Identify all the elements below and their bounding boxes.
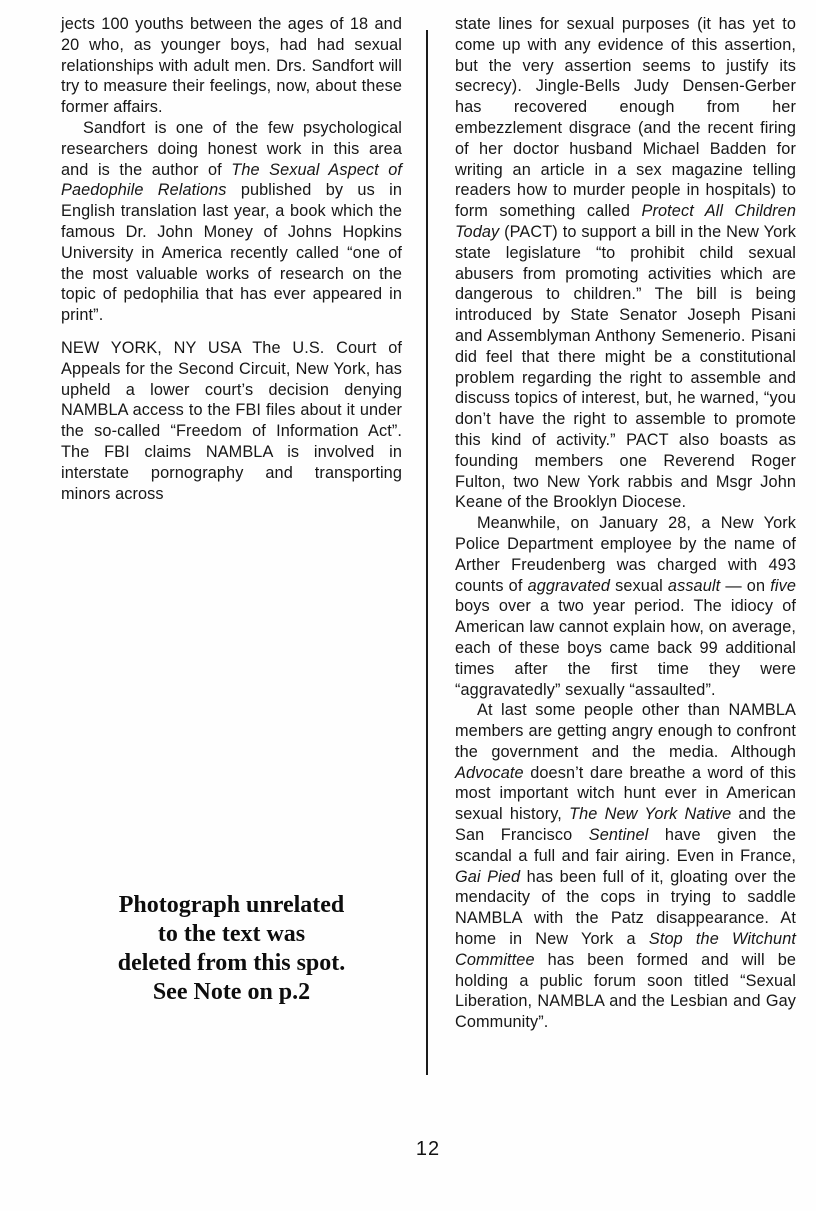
text-segment: — on [720, 576, 771, 595]
left-column [61, 14, 402, 504]
text-segment: state lines for sexual purposes (it has yet to come up with any evidence of this assertion, but the very assertion seems to justify its secrecy). Jingle-Bells Judy Densen-Gerber has recovered enough from her embezzlement disgrace (and the recent firing of her doctor husband Michael Badden for writing an article in a sex magazine telling readers how to murder people in hospitals) to form something called [455, 15, 796, 221]
text-segment: aggravated [527, 576, 611, 595]
text-segment: has been full of it, gloating over the mendacity of the cops in trying to saddle NAMBLA with the Patz disappearance. At home in New York a [455, 867, 797, 949]
text-segment: The Sexual Aspect of Paedophile Relations [61, 160, 403, 200]
text-segment: has been formed and will be holding a public forum soon titled “Sexual Liberation, NAMBLA and the Lesbian and Gay Community”. [455, 950, 796, 1032]
text-segment: At last some people other than NAMBLA members are getting angry enough to confront the government and the media. Although [455, 701, 796, 761]
paragraph [455, 14, 796, 513]
right-column [455, 14, 796, 1033]
paragraph [455, 700, 796, 1033]
text-segment: The New York Native [569, 805, 732, 824]
notice-line: Photograph unrelated [118, 892, 345, 918]
column-divider [426, 30, 428, 1075]
photo-deletion-notice [61, 891, 402, 1007]
text-segment: published by us in English translation last year, a book which the famous Dr. John Money of Johns Hopkins University in America recently called “one of the most valuable works of research on the topic of pedophilia that has ever appeared in print”. [61, 181, 402, 325]
text-segment: Sandfort is one of the few psychological researchers doing honest work in this area and is the author of [61, 118, 402, 179]
page-number: 12 [415, 1138, 441, 1160]
paragraph [61, 118, 402, 326]
text-segment: sexual [610, 576, 668, 595]
text-segment: Advocate [455, 763, 524, 782]
text-segment: Stop the Witchunt Committee [455, 930, 796, 969]
text-segment: and the San Francisco [455, 805, 796, 845]
text-segment: (PACT) to support a bill in the New York state legislature “to prohibit child sexual abusers from promoting activities which are dangerous to children.” The bill is being introduced by State Senator Joseph Pisani and Assemblyman Anthony Semenerio. Pisani did feel that there might be a constitutional problem regarding the right to assemble and discuss topics of interest, but, he warned, “you don’t have the right to assemble to promote this kind of activity.” PACT also boasts as founding members one Reverend Roger Fulton, two New York rabbis and Msgr John Keane of the Brooklyn Diocese. [455, 222, 796, 512]
paragraph [61, 14, 402, 118]
text-segment: Meanwhile, on January 28, a New York Police Department employee by the name of Arther Freudenberg was charged with 493 counts of [455, 514, 796, 595]
text-segment: boys over a two year period. The idiocy of American law cannot explain how, on average, each of these boys came back 99 additional times after the first time they were “aggravatedly” sexually “assaulted”. [455, 597, 796, 699]
text-segment: Protect All Children Today [455, 202, 796, 241]
notice-line: See Note on p.2 [152, 979, 311, 1005]
paragraph [455, 513, 796, 700]
notice-line: to the text was [157, 921, 306, 947]
text-segment: jects 100 youths between the ages of 18 and 20 who, as younger boys, had had sexual relationships with adult men. Drs. Sandfort will try to measure their feelings, now, about these former affairs. [61, 15, 402, 117]
text-segment: Gai Pied [455, 867, 521, 886]
paragraph [61, 338, 402, 504]
text-segment: five [770, 576, 796, 595]
text-segment: have given the scandal a full and fair airing. Even in France, [455, 826, 796, 865]
text-segment: Sentinel [588, 826, 649, 845]
notice-line: deleted from this spot. [117, 950, 346, 976]
text-segment: NEW YORK, NY USA The U.S. Court of Appeals for the Second Circuit, New York, has upheld a lower court’s decision denying NAMBLA access to the FBI files about it under the so-called “Freedom of Information Act”. The FBI claims NAMBLA is involved in interstate pornography and transporting minors across [61, 338, 402, 503]
text-segment: assault [667, 576, 721, 595]
text-segment: doesn’t dare breathe a word of this most important witch hunt ever in American sexual history, [455, 763, 796, 824]
